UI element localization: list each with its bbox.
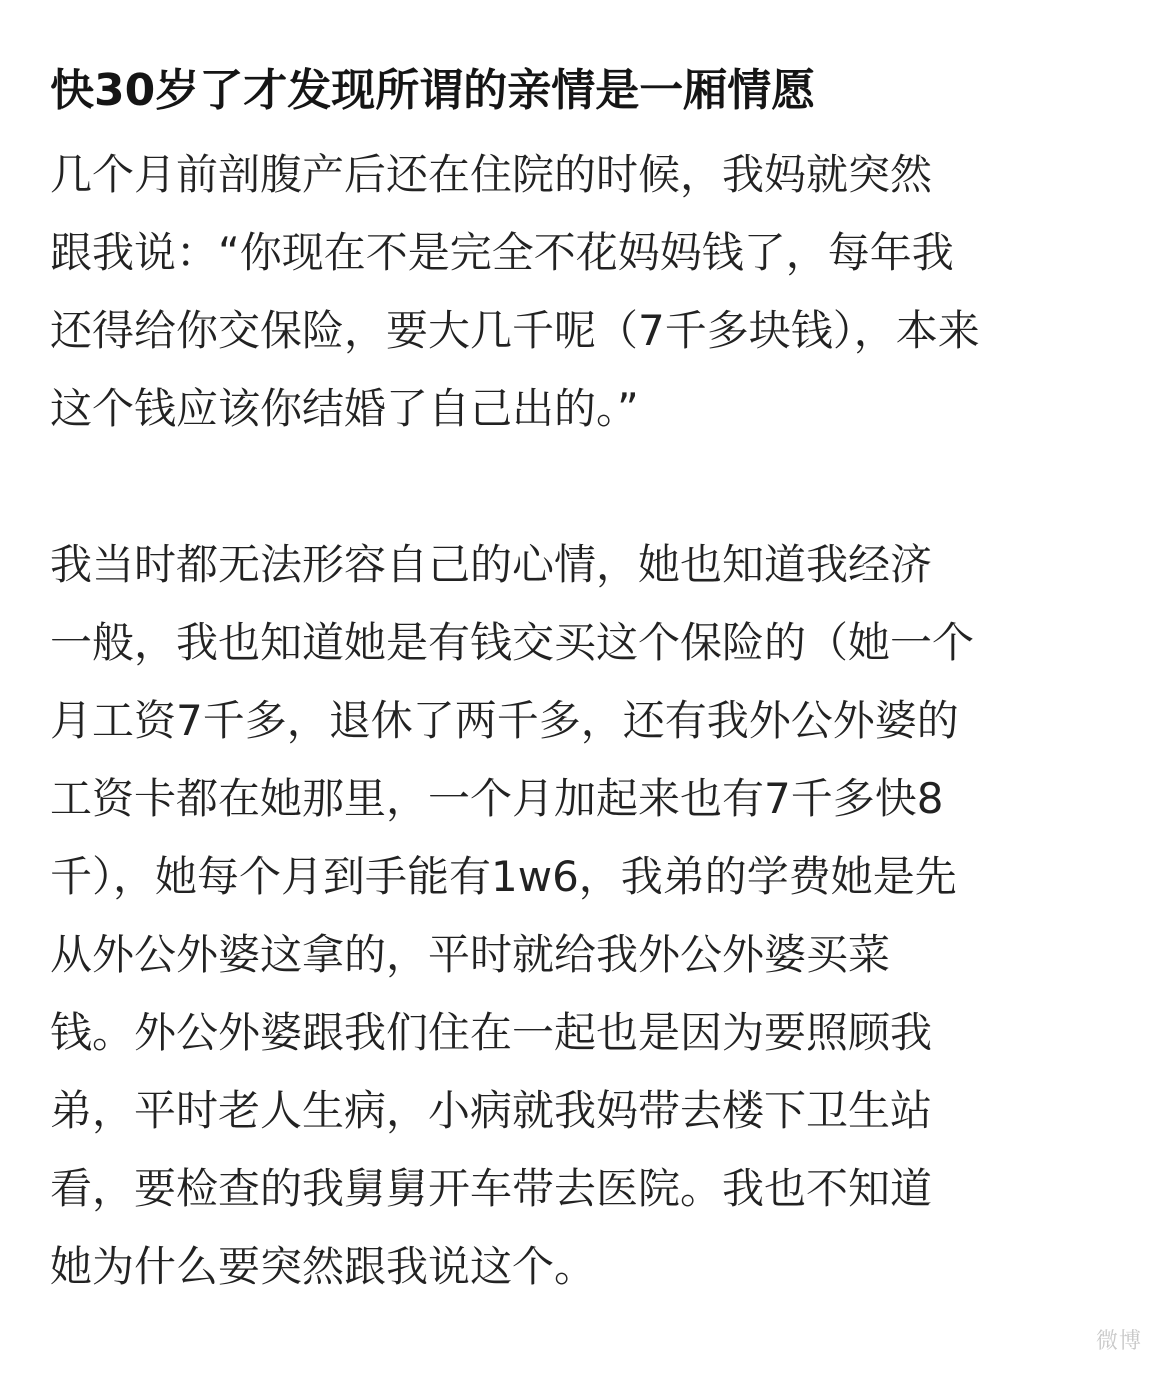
paragraph-1-line: 几个月前剖腹产后还在住院的时候，我妈就突然 [50, 150, 933, 199]
paragraph-2-line: 千），她每个月到手能有1w6，我弟的学费她是先 [50, 852, 957, 901]
paragraph-2 [50, 526, 1130, 1306]
paragraph-2-line: 一般，我也知道她是有钱交买这个保险的（她一个 [50, 618, 975, 667]
paragraph-2-line: 弟，平时老人生病，小病就我妈带去楼下卫生站 [50, 1086, 933, 1135]
paragraph-1-line: 跟我说：“你现在不是完全不花妈妈钱了，每年我 [50, 228, 954, 277]
paragraph-2-line: 她为什么要突然跟我说这个。 [50, 1242, 597, 1291]
post-content [50, 58, 1130, 1306]
paragraph-1-line: 这个钱应该你结婚了自己出的。” [50, 384, 639, 433]
paragraph-2-line: 钱。外公外婆跟我们住在一起也是因为要照顾我 [50, 1008, 933, 1057]
paragraph-spacer [50, 448, 1130, 526]
paragraph-2-line: 工资卡都在她那里，一个月加起来也有7千多快8 [50, 774, 944, 823]
paragraph-2-line: 我当时都无法形容自己的心情，她也知道我经济 [50, 540, 933, 589]
post-title: 快30岁了才发现所谓的亲情是一厢情愿 [50, 65, 816, 116]
paragraph-2-line: 看，要检查的我舅舅开车带去医院。我也不知道 [50, 1164, 933, 1213]
paragraph-1 [50, 136, 1130, 448]
paragraph-2-line: 从外公外婆这拿的，平时就给我外公外婆买菜 [50, 930, 891, 979]
watermark: 微博 [1095, 1329, 1142, 1354]
paragraph-1-line: 还得给你交保险，要大几千呢（7千多块钱），本来 [50, 306, 980, 355]
paragraph-2-line: 月工资7千多，退休了两千多，还有我外公外婆的 [50, 696, 959, 745]
